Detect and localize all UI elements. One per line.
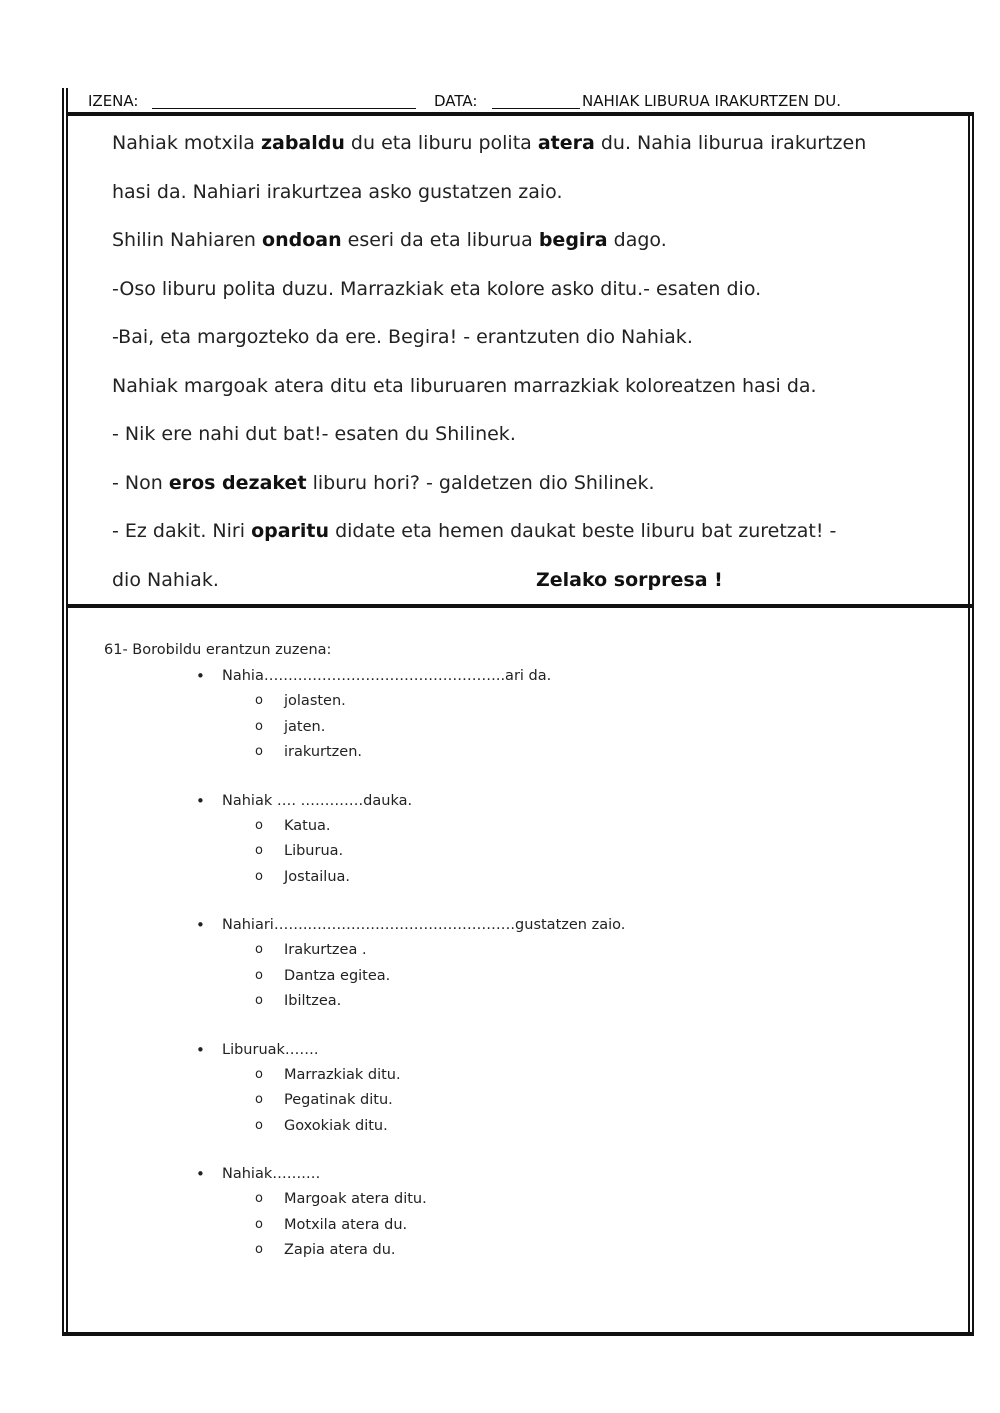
answer-option[interactable]: o Dantza egitea. <box>284 964 625 990</box>
answer-option[interactable]: o Goxokiak ditu. <box>284 1114 625 1140</box>
worksheet-title: NAHIAK LIBURUA IRAKURTZEN DU. <box>582 92 841 110</box>
question <box>222 1038 625 1140</box>
keyword: begira <box>538 229 608 251</box>
worksheet-header <box>62 88 972 110</box>
question <box>222 913 625 1015</box>
question-stem: • Nahiak …. ………….dauka. <box>222 789 625 814</box>
story-line: hasi da. Nahiari irakurtzea asko gustatzen zaio. <box>112 180 563 203</box>
date-blank-line[interactable] <box>492 108 580 109</box>
story-text <box>112 130 962 615</box>
question <box>222 664 625 766</box>
keyword: eros dezaket <box>168 471 307 494</box>
answer-option[interactable]: o irakurtzen. <box>284 740 625 766</box>
quiz-instruction: 61- Borobildu erantzun zuzena: <box>104 642 332 658</box>
answer-option[interactable]: o Irakurtzea . <box>284 938 625 964</box>
answer-option[interactable]: o jolasten. <box>284 689 625 715</box>
answer-option[interactable]: o Jostailua. <box>284 865 625 891</box>
answer-option[interactable]: o Motxila atera du. <box>284 1213 625 1239</box>
answer-option[interactable]: o Liburua. <box>284 839 625 865</box>
answer-option[interactable]: o Marrazkiak ditu. <box>284 1063 625 1089</box>
quiz-section <box>104 642 625 1287</box>
question-stem: • Nahiak…….… <box>222 1162 625 1187</box>
question <box>222 789 625 891</box>
story-line: -Bai, eta margozteko da ere. Begira! - erantzuten dio Nahiak. <box>112 326 693 348</box>
keyword: zabaldu <box>260 132 345 154</box>
question-stem: • Nahia…………………………………………..ari da. <box>222 664 625 689</box>
frame-right-border <box>968 112 974 1336</box>
keyword: atera <box>537 132 595 154</box>
keyword: ondoan <box>262 229 342 251</box>
answer-option[interactable]: o jaten. <box>284 715 625 741</box>
question <box>222 1162 625 1264</box>
story-line: dio Nahiak. Zelako sorpresa ! <box>112 568 723 591</box>
name-blank-line[interactable] <box>152 108 416 109</box>
story-top-rule <box>66 112 972 116</box>
story-line: Nahiak motxila zabaldu du eta liburu polita atera du. Nahia liburua irakurtzen <box>112 132 867 154</box>
answer-option[interactable]: o Ibiltzea. <box>284 989 625 1015</box>
answer-option[interactable]: o Zapia atera du. <box>284 1238 625 1264</box>
question-stem: • Nahiari…….…………………………………….gustatzen zaio. <box>222 913 625 938</box>
story-line: - Nik ere nahi dut bat!- esaten du Shilinek. <box>112 423 516 445</box>
question-stem: • Liburuak……. <box>222 1038 625 1063</box>
closing-exclamation: Zelako sorpresa ! <box>536 568 723 591</box>
frame-left-border <box>62 88 68 1336</box>
answer-option[interactable]: o Pegatinak ditu. <box>284 1088 625 1114</box>
story-line: Nahiak margoak atera ditu eta liburuaren marrazkiak koloreatzen hasi da. <box>112 374 817 397</box>
story-line: -Oso liburu polita duzu. Marrazkiak eta kolore asko ditu.- esaten dio. <box>112 277 762 300</box>
date-label: DATA: <box>434 92 478 110</box>
page-bottom-rule <box>62 1332 974 1336</box>
story-line: - Non eros dezaket liburu hori? - galdetzen dio Shilinek. <box>112 471 655 494</box>
answer-option[interactable]: o Margoak atera ditu. <box>284 1187 625 1213</box>
name-label: IZENA: <box>88 92 139 110</box>
answer-option[interactable]: o Katua. <box>284 814 625 840</box>
story-line: - Ez dakit. Niri oparitu didate eta hemen daukat beste liburu bat zuretzat! - <box>112 520 837 542</box>
keyword: oparitu <box>251 520 330 542</box>
story-line: Shilin Nahiaren ondoan eseri da eta liburua begira dago. <box>112 229 667 251</box>
